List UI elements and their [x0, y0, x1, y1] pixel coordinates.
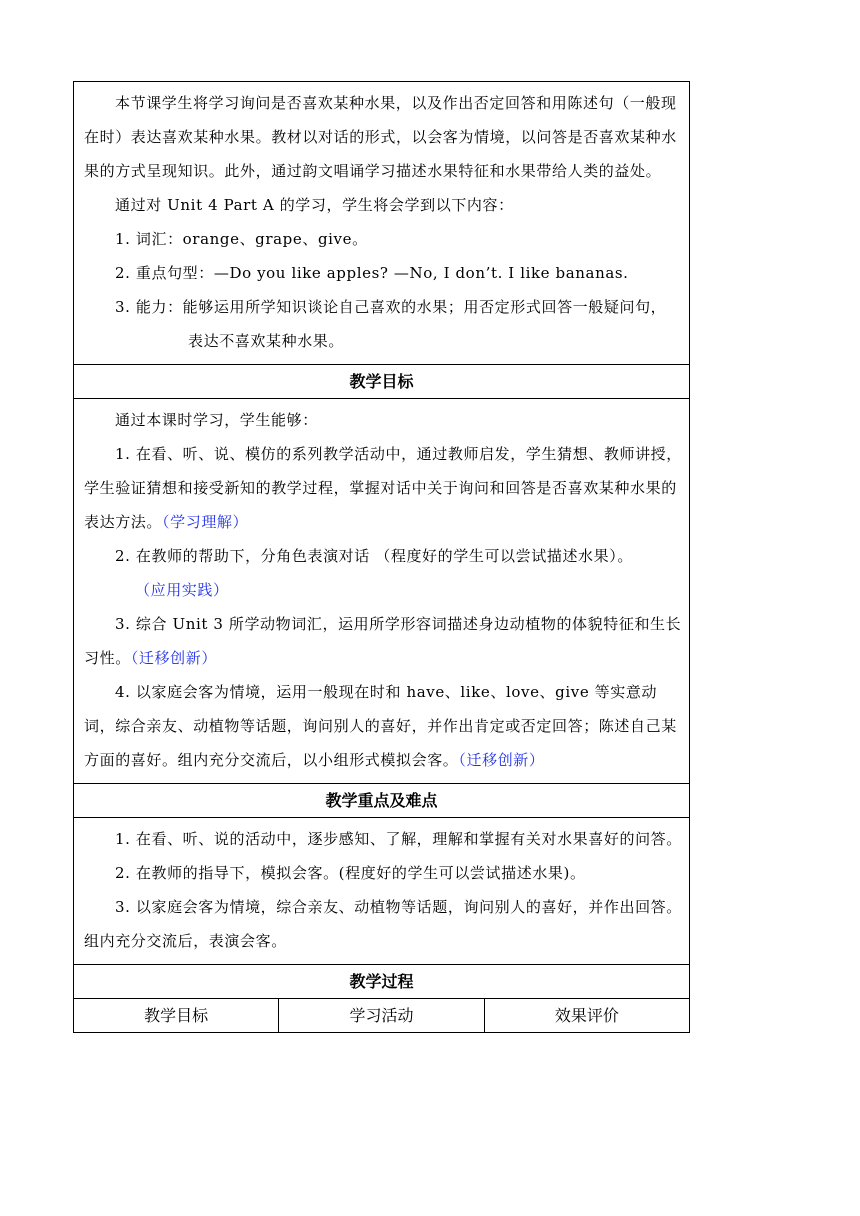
goal-tag-3: （迁移创新） — [130, 649, 217, 667]
process-header: 教学过程 — [74, 965, 689, 999]
goals-section — [74, 399, 689, 784]
keypoints-section — [74, 818, 689, 965]
goal-tag-2: （应用实践） — [135, 581, 229, 599]
goal-tag-4: （迁移创新） — [458, 751, 545, 769]
column-header-goal: 教学目标 — [144, 1006, 209, 1025]
goal-item-1: 1. 在看、听、说、模仿的系列教学活动中，通过教师启发，学生猜想、教师讲授，学生验证猜想和接受新知的教学过程，掌握对话中关于询问和回答是否喜欢某种水果的表达方法。（学习理解） — [84, 445, 682, 531]
intro-lead: 通过对 Unit 4 Part A 的学习，学生将会学到以下内容： — [115, 196, 514, 214]
goal-tag-1: （学习理解） — [162, 513, 249, 531]
vocab-item: 1. 词汇：orange、grape、give。 — [115, 230, 368, 248]
sentence-item: 2. 重点句型：—Do you like apples? —No, I don’t. I like bananas. — [115, 264, 629, 282]
intro-paragraph: 本节课学生将学习询问是否喜欢某种水果，以及作出否定回答和用陈述句（一般现在时）表达喜欢某种水果。教材以对话的形式，以会客为情境，以问答是否喜欢某种水果的方式呈现知识。此外，通过韵文唱诵学习描述水果特征和水果带给人类的益处。 — [84, 94, 677, 180]
goal-tag-2-line — [84, 573, 682, 607]
keypoint-item-1: 1. 在看、听、说的活动中，逐步感知、了解，理解和掌握有关对水果喜好的问答。 — [115, 830, 682, 848]
keypoint-item-3: 3. 以家庭会客为情境，综合亲友、动植物等话题，询问别人的喜好，并作出回答。组内充分交流后，表演会客。 — [84, 898, 682, 950]
goals-lead: 通过本课时学习，学生能够： — [115, 411, 318, 429]
column-header-evaluation: 效果评价 — [484, 999, 689, 1032]
keypoints-header: 教学重点及难点 — [74, 784, 689, 818]
goal-item-4: 4. 以家庭会客为情境，运用一般现在时和 have、like、love、give 等实意动词，综合亲友、动植物等话题，询问别人的喜好，并作出肯定或否定回答；陈述自己某方面的喜好。组内充分交流后，以小组形式模拟会客。（迁移创新） — [84, 683, 677, 769]
ability-item: 3. 能力：能够运用所学知识谈论自己喜欢的水果；用否定形式回答一般疑问句， — [115, 298, 667, 316]
column-header-activity: 学习活动 — [278, 999, 483, 1032]
goal-item-3: 3. 综合 Unit 3 所学动物词汇，运用所学形容词描述身边动植物的体貌特征和生长习性。（迁移创新） — [84, 615, 682, 667]
goal-item-2: 2. 在教师的帮助下，分角色表演对话 （程度好的学生可以尝试描述水果）。 — [115, 547, 633, 565]
intro-section — [74, 82, 689, 365]
lesson-plan-table — [73, 81, 690, 1033]
process-column-headers — [74, 999, 689, 1032]
ability-item-continued: 表达不喜欢某种水果。 — [188, 332, 345, 350]
goals-header: 教学目标 — [74, 365, 689, 399]
keypoint-item-2: 2. 在教师的指导下，模拟会客。(程度好的学生可以尝试描述水果)。 — [115, 864, 586, 882]
